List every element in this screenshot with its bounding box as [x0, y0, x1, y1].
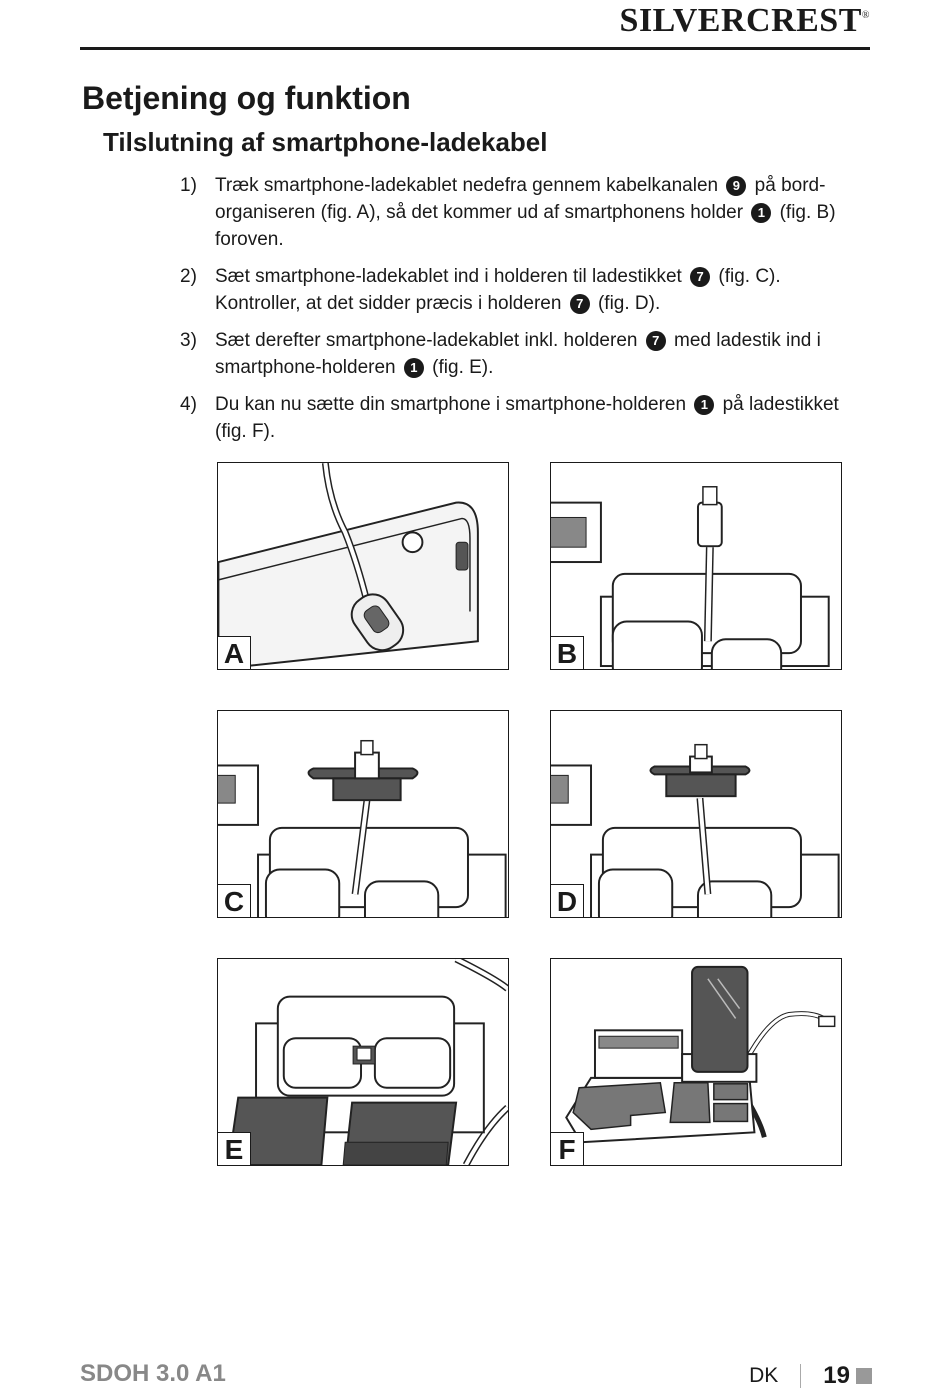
- step-3: 3) Sæt derefter smartphone-ladekablet inkl. holderen 7 med ladestik ind i smartphone-holderen 1 (fig. E).: [180, 330, 821, 378]
- part-number-badge: 7: [646, 331, 666, 351]
- figure-e: [217, 958, 509, 1166]
- figure-label: C: [218, 884, 251, 917]
- page-number: 19: [823, 1362, 850, 1389]
- footer-pagination: [749, 1362, 872, 1390]
- smartphone-on-organizer-illustration: [551, 959, 841, 1165]
- step-1: 1) Træk smartphone-ladekablet nedefra gennem kabelkanalen 9 på bord-organiseren (fig. A), så det kommer ud af smartphonens holder 1 (fig. B) foroven.: [180, 175, 836, 250]
- figure-label: A: [218, 636, 251, 669]
- footer-model: SDOH 3.0 A1: [80, 1360, 226, 1387]
- holder-illustration: [551, 463, 841, 669]
- holder-inserted-illustration: [218, 959, 508, 1165]
- figure-a: [217, 462, 509, 670]
- figure-label: D: [551, 884, 584, 917]
- footer-language: DK: [749, 1364, 779, 1387]
- part-number-badge: 1: [694, 395, 714, 415]
- figure-c: [217, 710, 509, 918]
- instruction-list: [180, 172, 850, 455]
- step-2: 2) Sæt smartphone-ladekablet ind i holderen til ladestikket 7 (fig. C). Kontroller, at det sidder præcis i holderen 7 (fig. D).: [180, 266, 781, 314]
- header-rule: [80, 47, 870, 50]
- part-number-badge: 1: [404, 358, 424, 378]
- part-number-badge: 7: [690, 267, 710, 287]
- part-number-badge: 9: [726, 176, 746, 196]
- page-title: Betjening og funktion: [82, 80, 411, 116]
- figure-label: F: [551, 1132, 584, 1165]
- footer-divider: [800, 1364, 801, 1388]
- figure-d: [550, 710, 842, 918]
- plug-seated-illustration: [551, 711, 841, 917]
- cable-channel-illustration: [218, 463, 508, 669]
- figure-f: [550, 958, 842, 1166]
- brand-logo: SILVERCREST®: [619, 2, 870, 39]
- step-4: 4) Du kan nu sætte din smartphone i smartphone-holderen 1 på ladestikket (fig. F).: [180, 394, 839, 442]
- figure-b: [550, 462, 842, 670]
- part-number-badge: 1: [751, 203, 771, 223]
- part-number-badge: 7: [570, 294, 590, 314]
- charging-plug-holder-illustration: [218, 711, 508, 917]
- section-title: Tilslutning af smartphone-ladekabel: [103, 127, 548, 157]
- figure-label: B: [551, 636, 584, 669]
- figure-label: E: [218, 1132, 251, 1165]
- page-marker-icon: [856, 1368, 872, 1384]
